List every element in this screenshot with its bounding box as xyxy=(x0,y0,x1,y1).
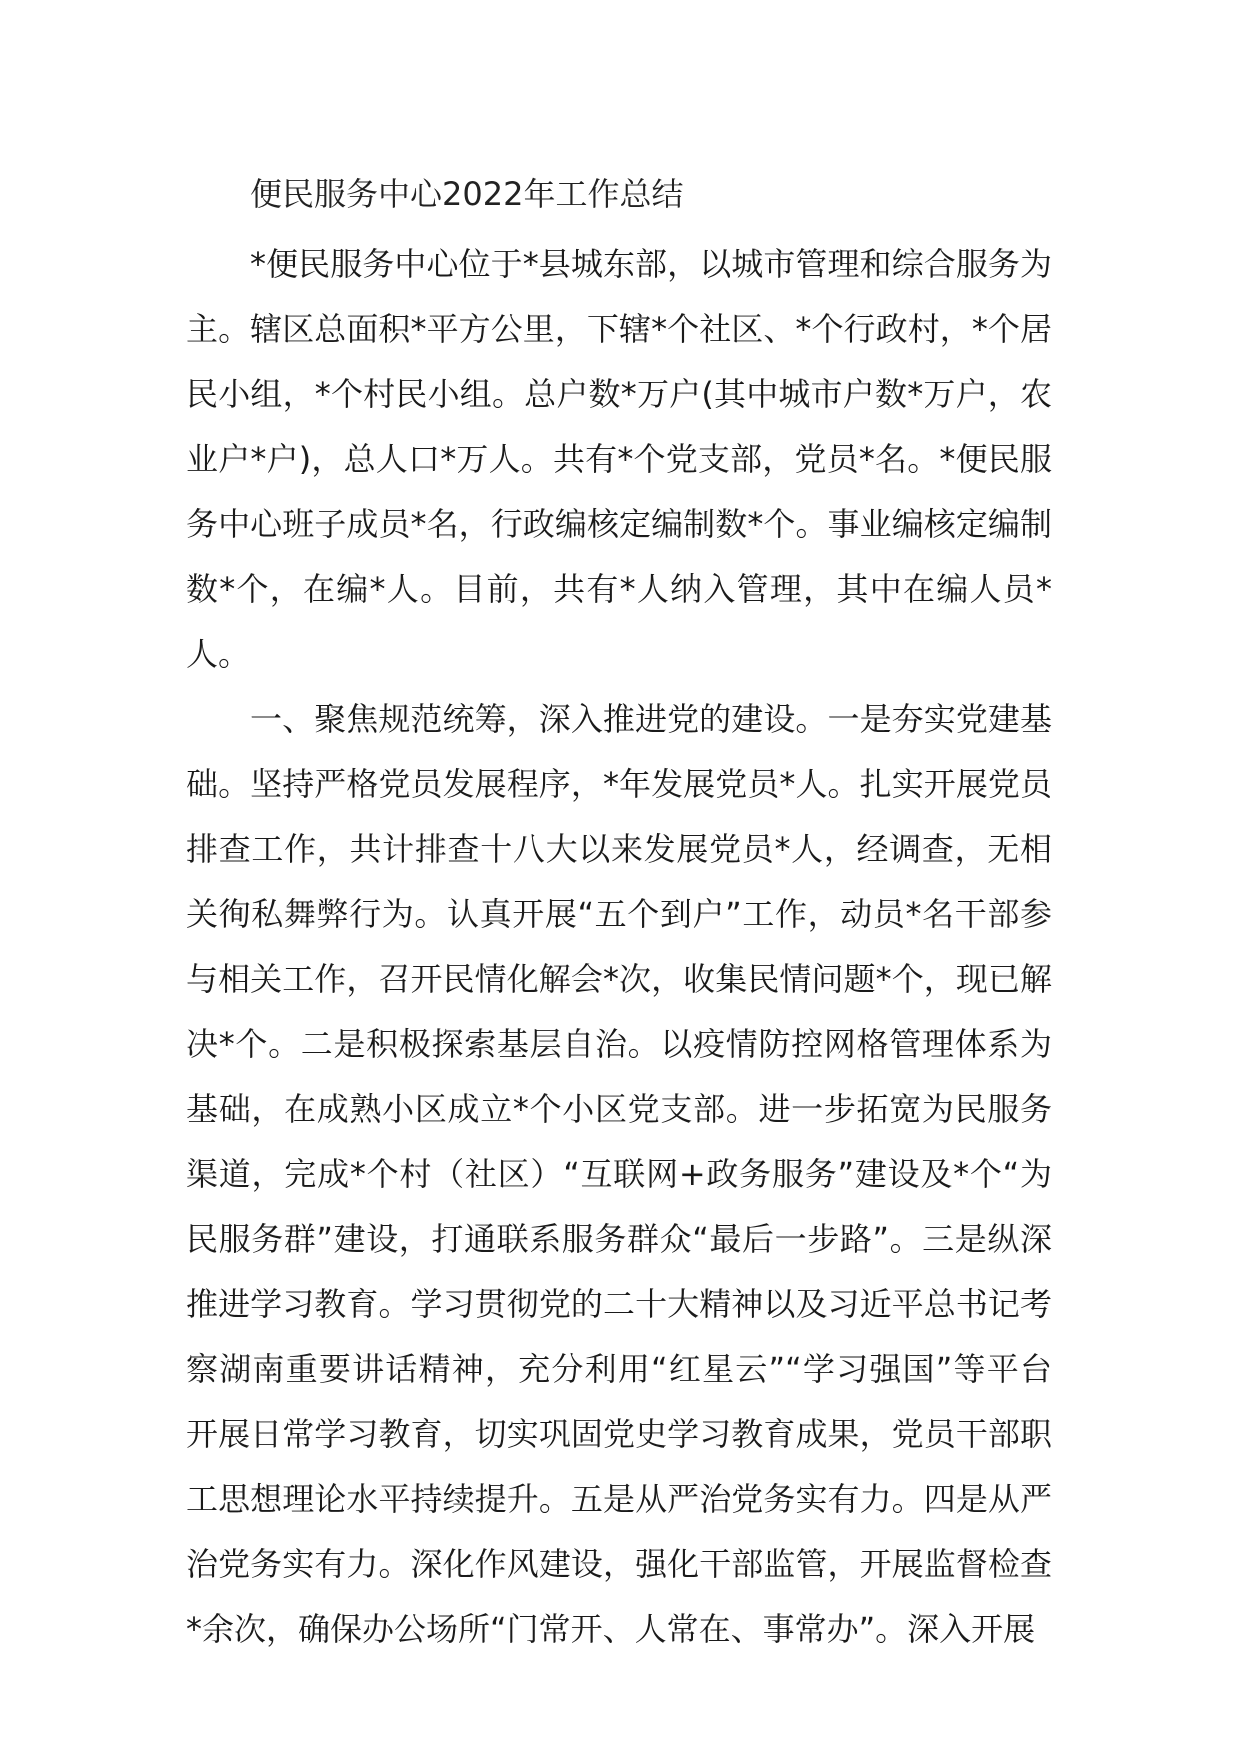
body-paragraph-intro: *便民服务中心位于*县城东部，以城市管理和综合服务为主。辖区总面积*平方公里，下辖*个社区、*个行政村，*个居民小组，*个村民小组。总户数*万户(其中城市户数*万户，农业户*户)，总人口*万人。共有*个党支部，党员*名。*便民服务中心班子成员*名，行政编核定编制数*个。事业编核定编制数*个，在编*人。目前，共有*人纳入管理，其中在编人员*人。 xyxy=(186,245,1052,673)
body-paragraph-party-building: 一、聚焦规范统筹，深入推进党的建设。一是夯实党建基础。坚持严格党员发展程序，*年发展党员*人。扎实开展党员排查工作，共计排查十八大以来发展党员*人，经调查，无相关徇私舞弊行为。认真开展“五个到户”工作，动员*名干部参与相关工作，召开民情化解会*次，收集民情问题*个，现已解决*个。二是积极探索基层自治。以疫情防控网格管理体系为基础，在成熟小区成立*个小区党支部。进一步拓宽为民服务渠道，完成*个村（社区）“互联网+政务服务”建设及*个“为民服务群”建设，打通联系服务群众“最后一步路”。三是纵深推进学习教育。学习贯彻党的二十大精神以及习近平总书记考察湖南重要讲话精神，充分利用“红星云”“学习强国”等平台开展日常学习教育，切实巩固党史学习教育成果，党员干部职工思想理论水平持续提升。五是从严治党务实有力。四是从严治党务实有力。深化作风建设，强化干部监管，开展监督检查*余次，确保办公场所“门常开、人常在、事常办”。深入开展 xyxy=(186,700,1052,1648)
document-body xyxy=(186,232,1052,1662)
document-title: 便民服务中心2022年工作总结 xyxy=(250,175,684,213)
